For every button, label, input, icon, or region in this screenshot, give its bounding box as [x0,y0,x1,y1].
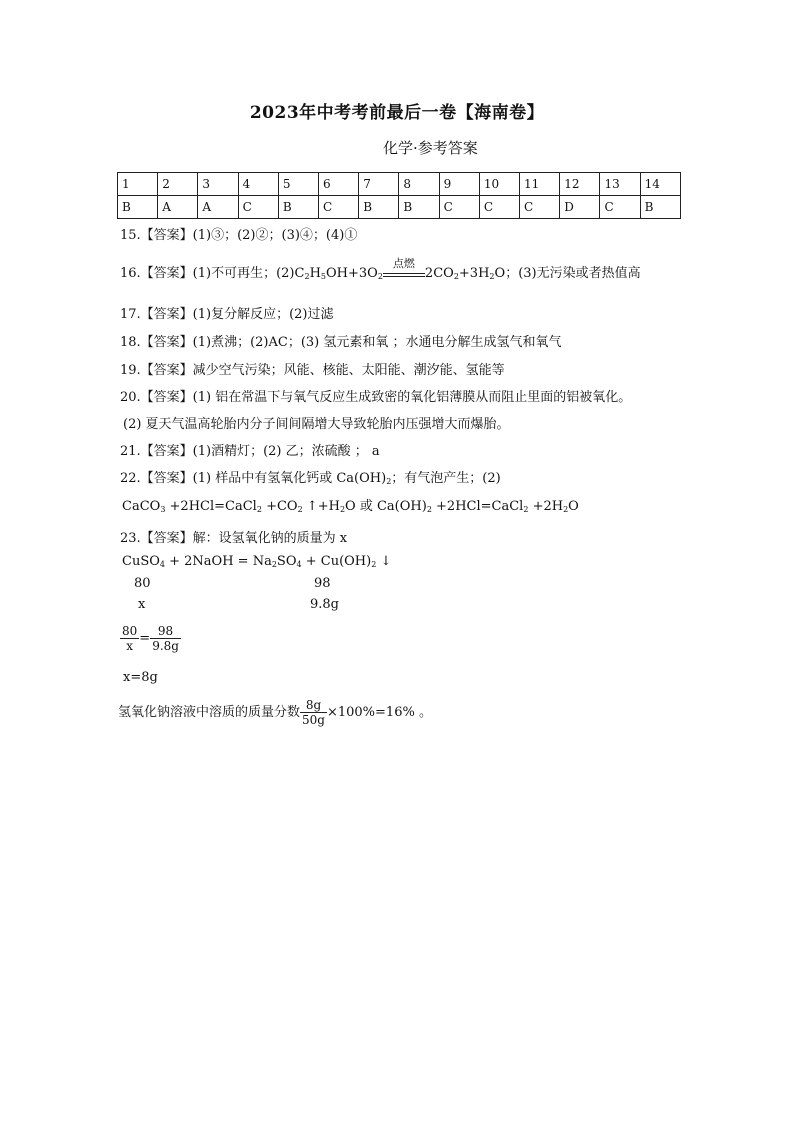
table-cell: B [399,196,439,219]
answer-17: 17.【答案】(1)复分解反应；(2)过滤 [120,307,334,322]
table-cell: 2 [158,173,198,196]
answer-21: 21.【答案】(1)酒精灯；(2) 乙；浓硫酸 ； a [120,444,380,459]
table-cell: 14 [640,173,680,196]
choice-answer-table [117,172,681,219]
table-cell: 9 [439,173,479,196]
answer-15: 15.【答案】(1)③；(2)②；(3)④；(4)① [120,228,358,243]
answer-23-equation: CuSO$_4$ + 2NaOH = $Na_2SO_4 + Cu(OH)_2$ ↓ [122,554,392,569]
table-cell: C [520,196,560,219]
answer-23-result: x=8g [123,670,158,685]
table-cell: C [600,196,640,219]
table-cell: A [158,196,198,219]
page-title: 2023年中考考前最后一卷【海南卷】 [249,103,545,123]
answer-22-equation: CaCO$_3$ +2HCl=CaCl$_2$ $+CO_2$ $↑+H_2O$ 或 $Ca(OH)_2$ +2HCl=CaCl$_2$ $+2H_2O$ [122,499,579,514]
answer-23-final: 氢氧化钠溶液中溶质的质量分数 $\frac{8g}{50g}$ ×100%=16% 。 [118,698,432,727]
answer-16-suffix: ；(3)无污染或者热值高 [505,266,641,281]
table-cell: 8 [399,173,439,196]
equation-16: $C_2H_5OH+3O_2$ 点燃 $2CO_2+3H_2O$ [294,256,506,281]
table-cell: 4 [238,173,278,196]
answer-16-prefix: 16.【答案】(1)不可再生；(2) [120,266,295,281]
page-subtitle: 化学·参考答案 [383,139,478,157]
table-cell: D [560,196,600,219]
answer-19: 19.【答案】减少空气污染；风能、核能、太阳能、潮汐能、氢能等 [120,363,505,378]
table-cell: 6 [319,173,359,196]
known-mass: 9.8g [310,597,339,612]
final-fraction: $\frac{8g}{50g}$ [302,698,325,727]
table-cell: 7 [359,173,399,196]
reaction-condition: 点燃 [383,267,425,281]
table-cell: 5 [278,173,318,196]
table-cell: B [278,196,318,219]
answer-20-part1: 20.【答案】(1) 铝在常温下与氧气反应生成致密的氧化铝薄膜从而阻止里面的铝被氧化。 [120,390,632,405]
table-cell: A [198,196,238,219]
table-cell: 10 [479,173,519,196]
table-cell: C [479,196,519,219]
answer-23-intro: 23.【答案】解：设氢氧化钠的质量为 x [120,531,348,546]
table-cell: 12 [560,173,600,196]
table-row-numbers [118,173,681,196]
answer-16 [120,256,641,281]
molar-mass-cuoh2: 98 [314,576,331,591]
answer-22-line1: 22.【答案】(1) 样品中有氢氧化钙或 $Ca(OH)_2$；有气泡产生；(2) [120,471,501,486]
table-cell: B [118,196,158,219]
table-cell: B [640,196,680,219]
table-cell: B [359,196,399,219]
ratio-equation: $\frac{80}{x}$ = $\frac{98}{9.8g}$ [122,624,179,653]
table-cell: 3 [198,173,238,196]
table-cell: C [319,196,359,219]
table-cell: 11 [520,173,560,196]
ratio-fraction-left: $\frac{80}{x}$ [122,624,138,653]
table-cell: C [439,196,479,219]
table-cell: 1 [118,173,158,196]
answer-18: 18.【答案】(1)煮沸；(2)AC；(3) 氢元素和氧 ；水通电分解生成氢气和氧气 [120,335,562,350]
table-cell: 13 [600,173,640,196]
table-cell: C [238,196,278,219]
molar-mass-naoh: 80 [134,576,151,591]
table-row-answers [118,196,681,219]
unknown-mass: x [138,597,146,612]
ratio-fraction-right: $\frac{98}{9.8g}$ [152,624,179,653]
answer-20-part2: (2) 夏天气温高轮胎内分子间间隔增大导致轮胎内压强增大而爆胎。 [123,417,510,432]
